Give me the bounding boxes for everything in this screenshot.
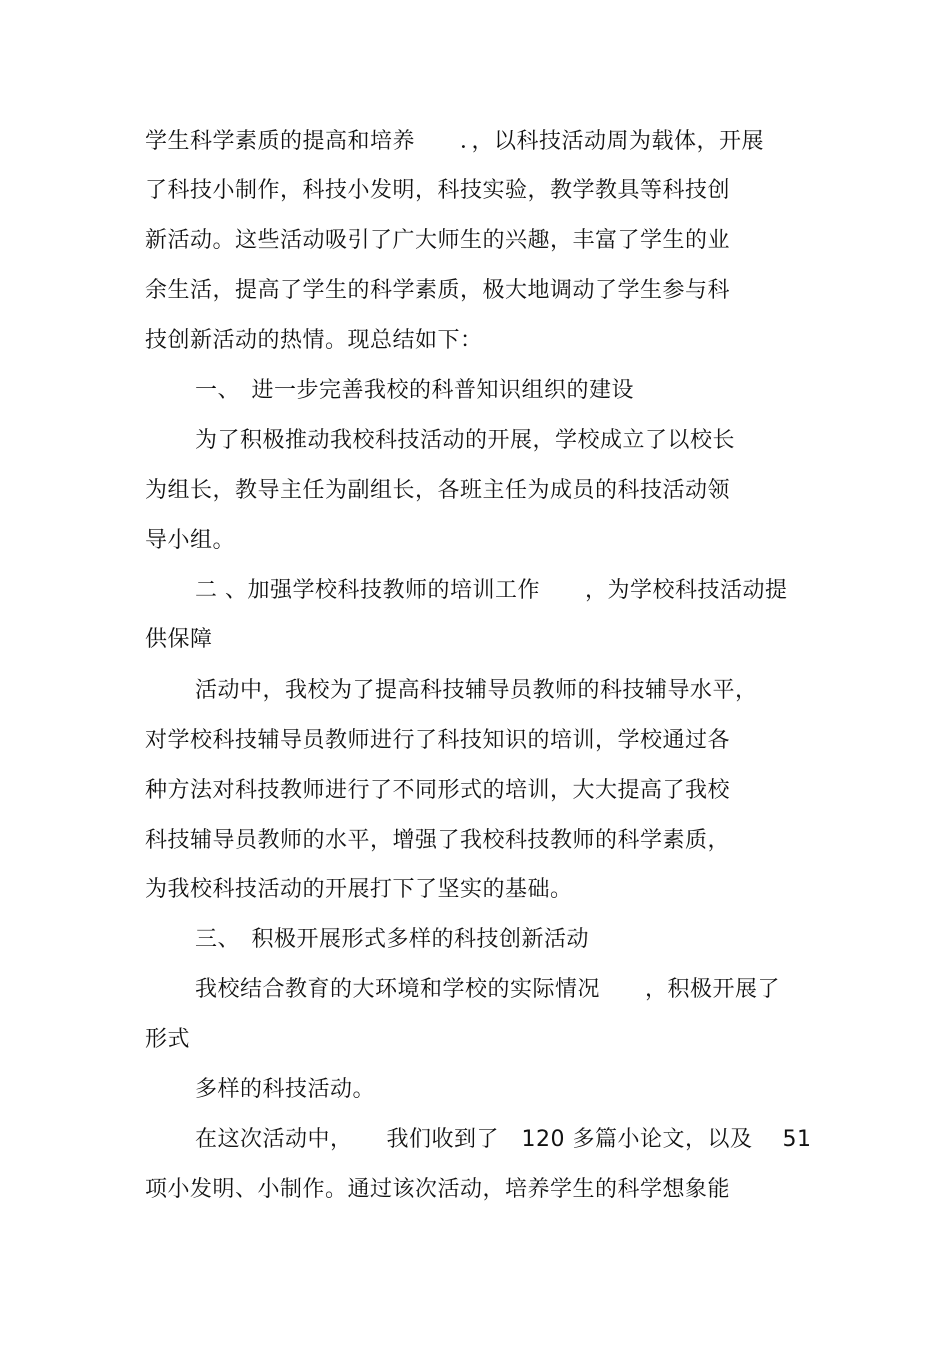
paragraph-line: 新活动。这些活动吸引了广大师生的兴趣，丰富了学生的业 <box>145 228 731 253</box>
paragraph-line: 种方法对科技教师进行了不同形式的培训，大大提高了我校 <box>145 778 731 803</box>
paragraph-line: 为我校科技活动的开展打下了坚实的基础。 <box>145 877 573 902</box>
paragraph-line: 科技辅导员教师的水平，增强了我校科技教师的科学素质， <box>145 828 731 853</box>
section-heading: 二 、加强学校科技教师的培训工作 ，为学校科技活动提 <box>195 578 788 603</box>
paragraph-line: 了科技小制作，科技小发明，科技实验，教学教具等科技创 <box>145 178 731 203</box>
paragraph-line: 我校结合教育的大环境和学校的实际情况 ，积极开展了 <box>195 977 781 1002</box>
paragraph-line: 为了积极推动我校科技活动的开展，学校成立了以校长 <box>195 428 736 453</box>
paragraph-line: 学生科学素质的提高和培养 ．，以科技活动周为载体，开展 <box>145 129 765 154</box>
paragraph-line: 多样的科技活动。 <box>195 1077 376 1102</box>
section-heading: 供保障 <box>145 627 213 652</box>
paragraph-line: 项小发明、小制作。通过该次活动，培养学生的科学想象能 <box>145 1177 731 1202</box>
paragraph-line: 在这次活动中， 我们收到了 120 多篇小论文，以及 51 <box>195 1127 812 1152</box>
paragraph-line: 余生活，提高了学生的科学素质，极大地调动了学生参与科 <box>145 278 731 303</box>
paragraph-line: 形式 <box>145 1027 191 1052</box>
section-heading: 三、 积极开展形式多样的科技创新活动 <box>195 927 590 952</box>
paragraph-line: 对学校科技辅导员教师进行了科技知识的培训，学校通过各 <box>145 728 731 753</box>
paragraph-line: 为组长，教导主任为副组长，各班主任为成员的科技活动领 <box>145 478 731 503</box>
paragraph-line: 技创新活动的热情。现总结如下： <box>145 328 483 353</box>
paragraph-line: 活动中，我校为了提高科技辅导员教师的科技辅导水平， <box>195 678 758 703</box>
section-heading: 一、 进一步完善我校的科普知识组织的建设 <box>195 378 635 403</box>
paragraph-line: 导小组。 <box>145 528 236 553</box>
